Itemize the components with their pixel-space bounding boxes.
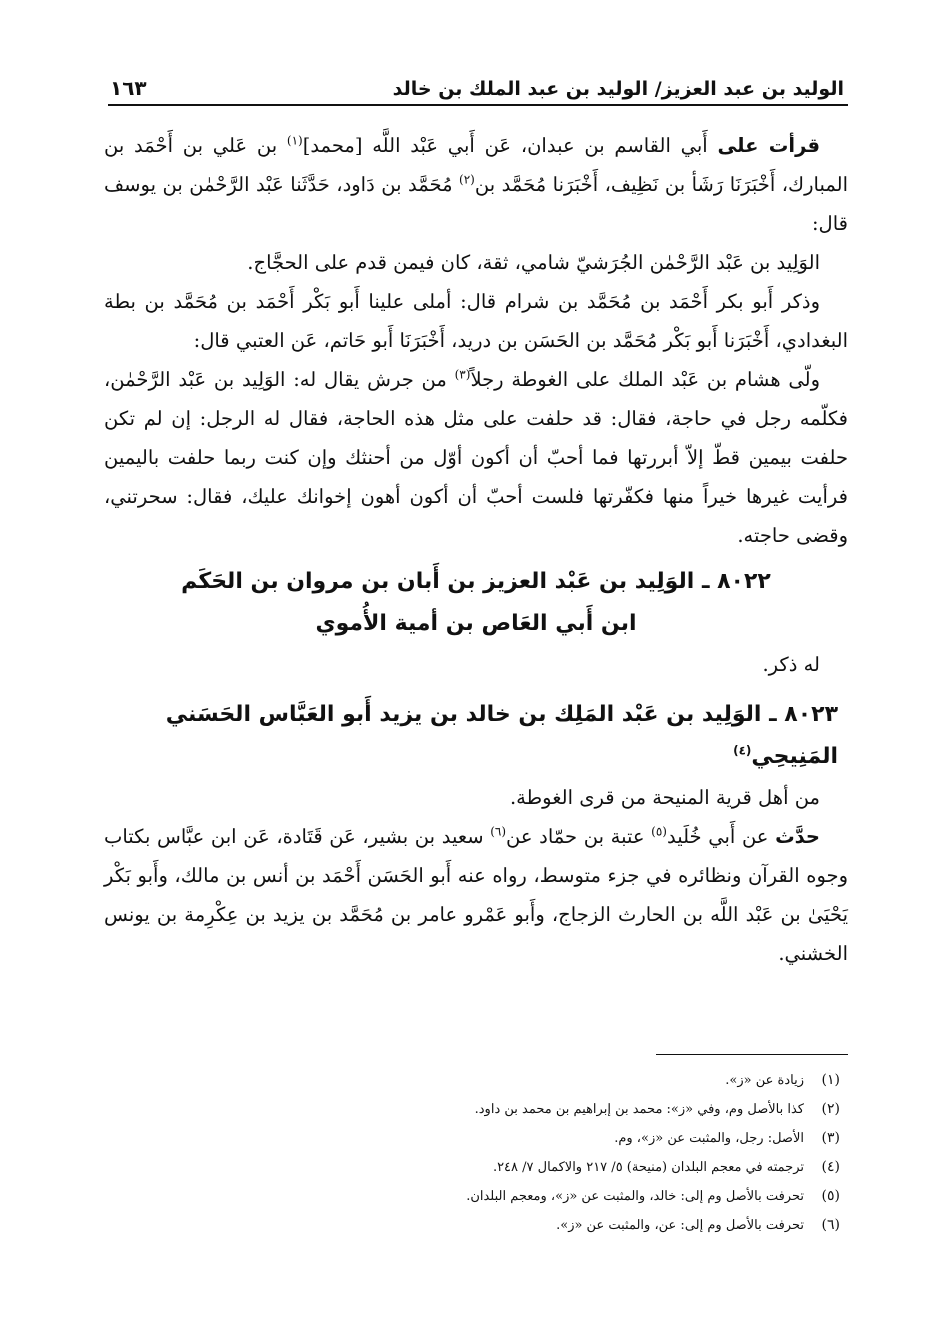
- footnote-number: (١): [821, 1072, 840, 1088]
- footnotes: [104, 1066, 848, 1240]
- text-span: عتبة بن حمّاد عن: [506, 825, 652, 848]
- text-span: سعيد بن بشير، عَن قَتَادة، عَن ابن عبَّاس بكتاب وجوه القرآن ونظائره في جزء متوسط، رواه عنه أَبو الحَسَن أَحْمَد بن أنس بن مالك، وأَبو بَكْر يَحْيَىٰ بن عَبْد اللَّه بن الحارث الزجاج، وأَبو عَمْرو عامر بن مُحَمَّد بن يزيد بن عِكْرِمة بن يونس الخشني.: [104, 825, 848, 965]
- lead-phrase: حدَّث: [775, 825, 820, 848]
- footnote-text: كذا بالأصل وم، وفي «ز»: محمد بن إبراهيم بن محمد بن داود.: [474, 1102, 804, 1117]
- footnote-number: (٣): [821, 1130, 840, 1146]
- running-title: الوليد بن عبد العزيز/ الوليد بن عبد الملك بن خالد: [392, 78, 844, 100]
- running-header: [110, 58, 844, 100]
- entry-heading-line: ٨٠٢٢ ـ الوَلِيد بن عَبْد العزيز بن أَبان بن مروان بن الحَكَم: [181, 569, 771, 594]
- footnote-ref-3: (٣): [454, 367, 471, 382]
- footnote-ref-2: (٢): [459, 172, 475, 187]
- paragraph-report: وذكر أَبو بكر أَحْمَد بن مُحَمَّد بن شرام قال: أملى علينا أَبو بَكْر أَحْمَد بن مُحَمَّد بن بطة البغدادي، أَخْبَرَنا أَبو بَكْر مُحَمَّد بن الحَسَن بن دريد، أَخْبَرَنَا أَبو حَاتم، عَن العتبي قال:: [104, 290, 848, 352]
- footnote-item: [104, 1095, 848, 1124]
- text-span: أَبي القاسم بن عبدان، عَن أَبي عَبْد اللَّه [محمد]: [302, 134, 718, 157]
- paragraph-quote: الوَلِيد بن عَبْد الرَّحْمٰن الجُرَشيّ شامي، ثقة، كان فيمن قدم على الحجَّاج.: [247, 251, 820, 274]
- footnote-number: (٤): [821, 1159, 840, 1175]
- entry-heading-8022: [104, 561, 848, 645]
- text-span: من جرش يقال له: الوَلِيد بن عَبْد الرَّحْمٰن، فكلّمه رجل في حاجة، فقال: قد حلفت على مثل هذه الحاجة، فقال له الرجل: إن لم تكن حلفت بيمين قطّ إلاّ أبررتها فما أحبّ أن أكون أوّل من أحنثك وإن كنت ربما حلفت باليمين فرأيت غيرها خيراً منها فكفّرتها فلست أحبّ أن أكون أهون إخوانك عليك، فقال: سحرتني، وقضى حاجته.: [104, 368, 848, 547]
- text-span: عن أَبي خُلَيد: [666, 825, 776, 848]
- footnote-number: (٥): [821, 1188, 840, 1204]
- text-span: بن عَلي بن أَحْمَد بن المبارك، أَخْبَرَنَا رَشَأ بن نَظِيف، أَخْبَرَنا مُحَمَّد بن: [104, 134, 848, 196]
- footnote-ref-6: (٦): [490, 824, 507, 839]
- footnote-item: [104, 1182, 848, 1211]
- paragraph-story: [104, 360, 848, 555]
- footnote-number: (٢): [821, 1101, 840, 1117]
- lead-phrase: قرأت على: [717, 134, 820, 157]
- text-span: مُحَمَّد بن دَاود، حَدَّثَنا عَبْد الرَّحْمٰن بن يوسف قال:: [104, 173, 848, 235]
- footnote-item: [104, 1124, 848, 1153]
- page-number: ١٦٣: [110, 76, 147, 100]
- entry-heading-8023: [104, 694, 848, 778]
- entry-8023-narration: [104, 817, 848, 973]
- footnote-item: [104, 1153, 848, 1182]
- footnote-item: [104, 1066, 848, 1095]
- main-text: [104, 126, 848, 973]
- footnote-text: ترجمته في معجم البلدان (منيحة) ٥/ ٢١٧ والاكمال ٧/ ٢٤٨.: [492, 1160, 804, 1175]
- text-span: ولّى هشام بن عَبْد الملك على الغوطة رجلاً: [470, 368, 820, 391]
- footnote-text: تحرفت بالأصل وم إلى: خالد، والمثبت عن «ز»، ومعجم البلدان.: [466, 1189, 804, 1204]
- footnote-ref-1: (١): [286, 133, 303, 148]
- footnote-number: (٦): [821, 1217, 840, 1233]
- entry-8022-text: له ذكر.: [762, 653, 820, 676]
- entry-8023-origin: من أهل قرية المنيحة من قرى الغوطة.: [509, 786, 820, 809]
- footnote-ref-5: (٥): [651, 824, 667, 839]
- footnote-text: الأصل: رجل، والمثبت عن «ز»، وم.: [614, 1131, 804, 1146]
- footnote-text: زيادة عن «ز».: [725, 1073, 804, 1088]
- paragraph-isnad: [104, 126, 848, 243]
- entry-heading-line: ابن أَبي العَاص بن أمية الأُموي: [315, 611, 637, 636]
- footnote-text: تحرفت بالأصل وم إلى: عن، والمثبت عن «ز».: [556, 1218, 804, 1233]
- footnote-item: [104, 1211, 848, 1240]
- entry-heading-line: ٨٠٢٣ ـ الوَلِيد بن عَبْد المَلِك بن خالد بن يزيد أَبو العَبَّاس الحَسَني المَنِيحِي: [165, 702, 838, 769]
- footnote-rule: [656, 1054, 848, 1055]
- header-rule: [108, 104, 848, 106]
- footnote-ref-4: (٤): [733, 743, 752, 758]
